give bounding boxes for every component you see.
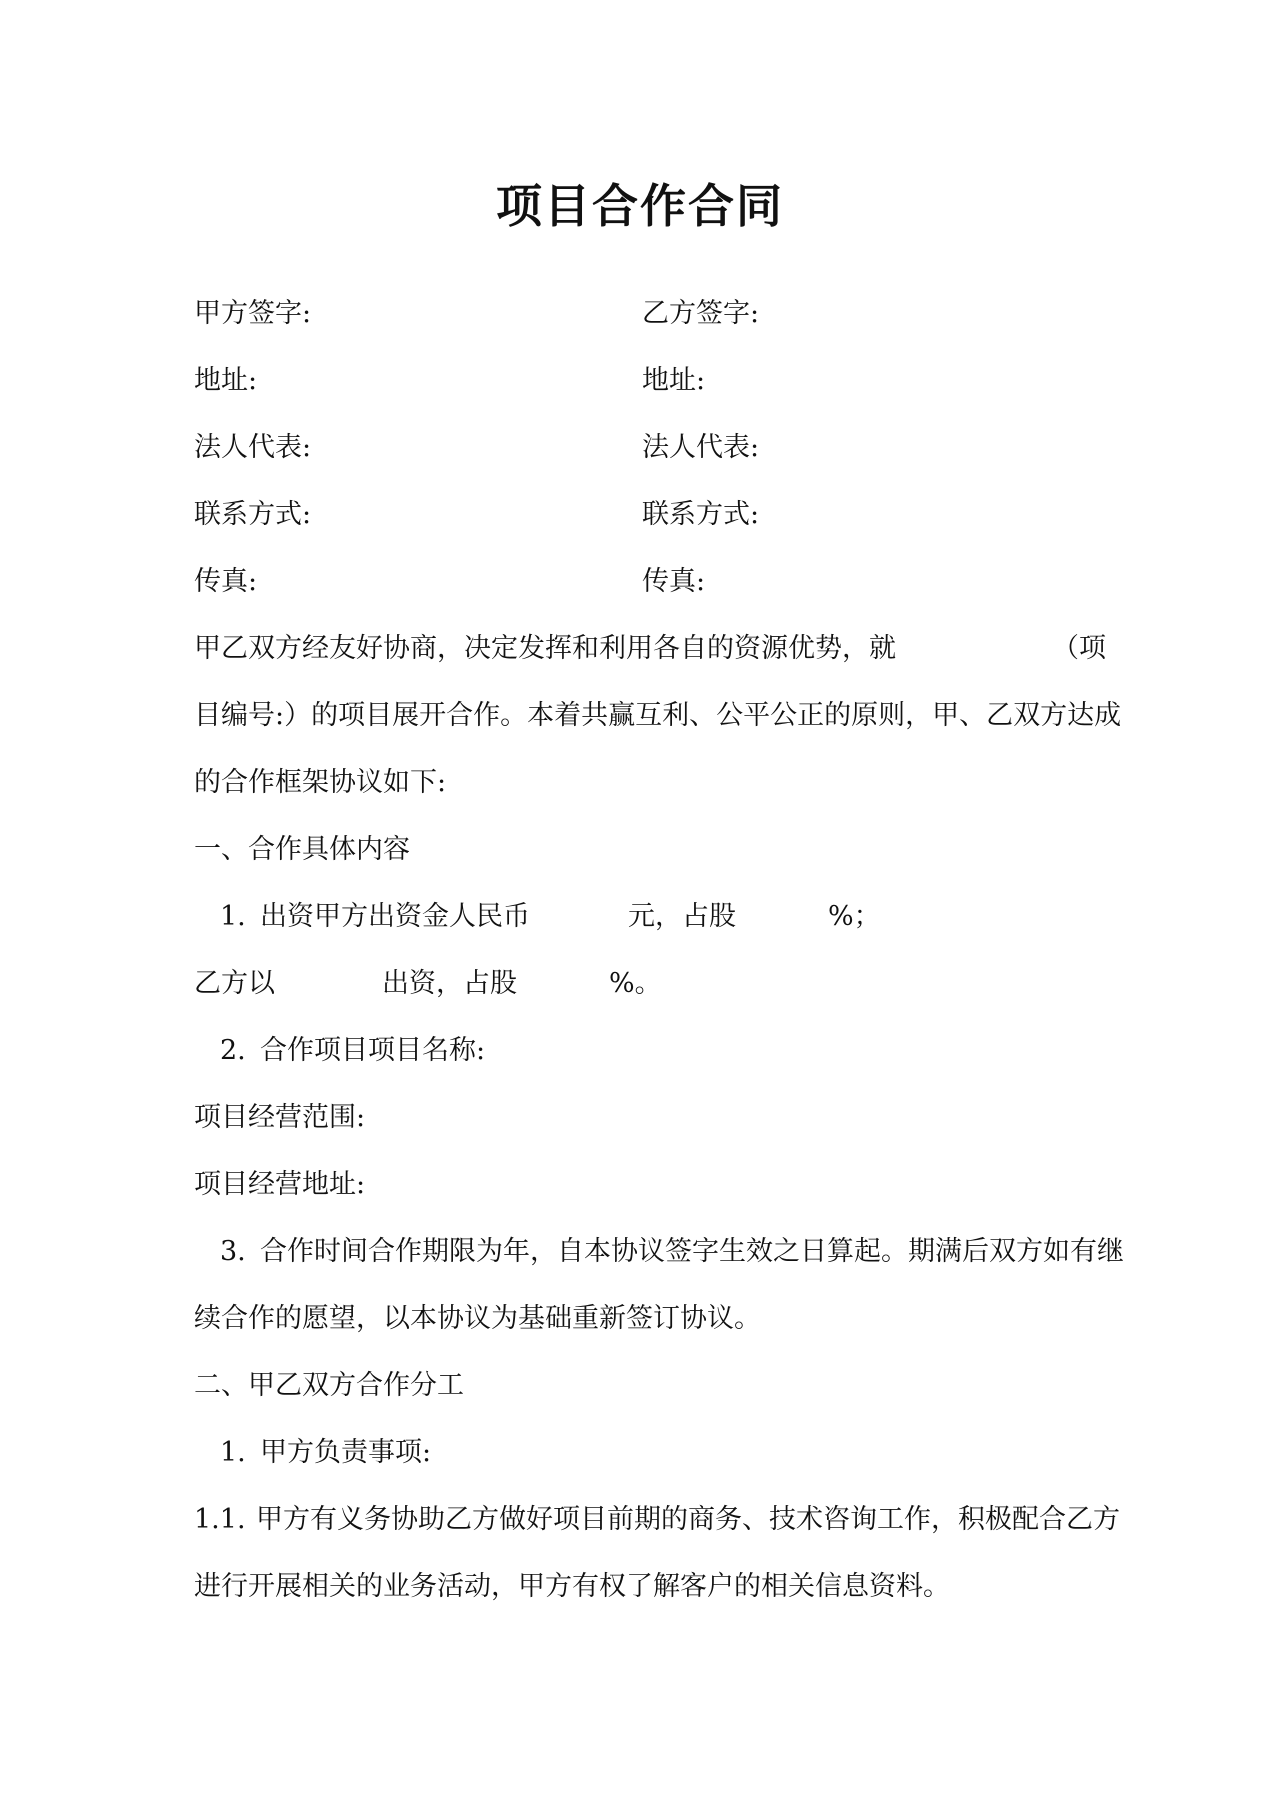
- section-1-item-1: [220, 897, 881, 937]
- investment-b-unit: 出资，占股: [382, 968, 517, 999]
- party-a-duties-label: 甲方负责事项:: [260, 1437, 432, 1468]
- section-1-item-1-line-2: [194, 964, 662, 1004]
- section-2-sub-1-1: [194, 1500, 1120, 1540]
- intro-line-1-end: （项: [1052, 633, 1106, 664]
- party-b-fax-label: 传真:: [642, 566, 706, 597]
- party-b-sign-label: 乙方签字:: [642, 298, 760, 329]
- investment-a-text: 出资甲方出资金人民币: [260, 901, 530, 932]
- party-a-sign-label: 甲方签字:: [194, 298, 312, 329]
- party-a-contact-label: 联系方式:: [194, 499, 312, 530]
- party-b-legal-rep-label: 法人代表:: [642, 432, 760, 463]
- item-number: 1.: [220, 1437, 246, 1468]
- item-number: 2.: [220, 1035, 246, 1066]
- sub-item-number: 1.1.: [194, 1504, 246, 1535]
- section-1-item-3: [220, 1232, 1124, 1272]
- party-b-contact-label: 联系方式:: [642, 499, 760, 530]
- section-1-item-3-line-2: 续合作的愿望，以本协议为基础重新签订协议。: [194, 1303, 761, 1334]
- cooperation-period-text: 合作时间合作期限为年，自本协议签字生效之日算起。期满后双方如有继: [260, 1236, 1124, 1267]
- investment-b-percent: %。: [609, 968, 662, 999]
- intro-line-2: 目编号:）的项目展开合作。本着共赢互利、公平公正的原则，甲、乙双方达成: [194, 700, 1122, 731]
- section-2-sub-1-1-line-2: 进行开展相关的业务活动，甲方有权了解客户的相关信息资料。: [194, 1571, 950, 1602]
- party-a-fax-label: 传真:: [194, 566, 258, 597]
- project-scope-label: 项目经营范围:: [194, 1102, 366, 1133]
- section-1-heading: 一、合作具体内容: [194, 834, 410, 865]
- party-b-address-label: 地址:: [642, 365, 706, 396]
- investment-a-unit: 元，占股: [628, 901, 736, 932]
- item-number: 1.: [220, 901, 246, 932]
- item-number: 3.: [220, 1236, 246, 1267]
- project-address-label: 项目经营地址:: [194, 1169, 366, 1200]
- party-a-legal-rep-label: 法人代表:: [194, 432, 312, 463]
- sub-item-text: 甲方有义务协助乙方做好项目前期的商务、技术咨询工作，积极配合乙方: [256, 1504, 1120, 1535]
- investment-b-text: 乙方以: [194, 968, 275, 999]
- section-2-heading: 二、甲乙双方合作分工: [194, 1370, 464, 1401]
- section-1-item-2: [220, 1031, 485, 1071]
- intro-line-1: 甲乙双方经友好协商，决定发挥和利用各自的资源优势，就: [194, 633, 896, 664]
- investment-a-percent: %；: [828, 901, 881, 932]
- intro-line-3: 的合作框架协议如下:: [194, 767, 447, 798]
- section-2-item-1: [220, 1433, 431, 1473]
- project-name-label: 合作项目项目名称:: [260, 1035, 486, 1066]
- document-title: 项目合作合同: [496, 179, 784, 233]
- party-a-address-label: 地址:: [194, 365, 258, 396]
